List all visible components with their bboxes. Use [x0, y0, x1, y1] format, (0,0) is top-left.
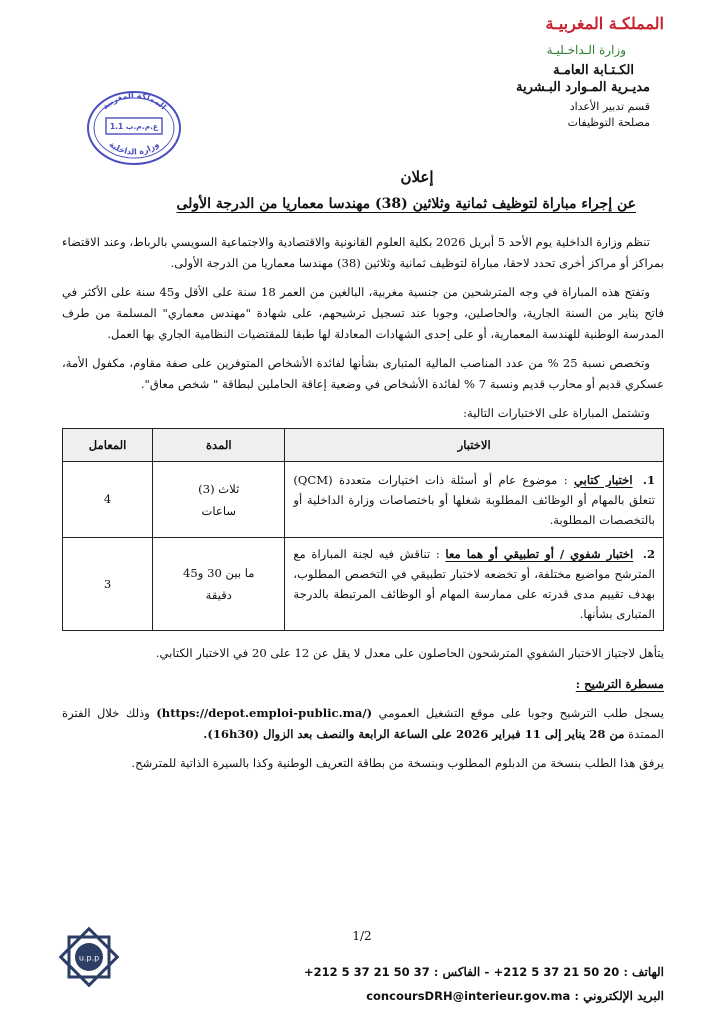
logo-text: u.p.p — [78, 953, 100, 963]
svg-text:وزارة الداخلية: وزارة الداخلية — [107, 139, 161, 157]
row-number: 2. — [642, 547, 656, 561]
official-stamp-icon — [84, 88, 184, 168]
email-label: البريد الإلكتروني : — [574, 989, 664, 1003]
announcement-heading — [60, 168, 664, 212]
intro-paragraph: تنظم وزارة الداخلية يوم الأحد 5 أبريل 2026 بكلية العلوم القانونية والاقتصادية والاجتماعية السويسي بالرباط، وعند الاقتضاء بمراكز أو مراكز أخرى تحدد لاحقا، مباراة لتوظيف ثمانية وثلاثين (38) مهندسا معماريا من الدرجة الأولى. — [62, 235, 664, 270]
section-name: قسم تدبير الأعداد — [569, 100, 650, 113]
exams-table — [62, 428, 664, 631]
duration-line: ما بين 30 و45 — [183, 566, 255, 580]
phone-number: +212 5 37 21 50 20 — [493, 965, 620, 979]
test-description: : موضوع عام أو أسئلة ذات اختيارات متعددة (QCM) تتعلق بالمهام أو الوظائف المطلوبة شغلها أو باختصاصات وزارة الداخلية أو بالتخصصات المطلوبة. — [293, 472, 655, 527]
document-body — [62, 232, 664, 782]
procedure-title: مسطرة الترشيح : — [575, 677, 664, 691]
announcement-label: إعلان — [400, 168, 434, 186]
qualification-note: يتأهل لاجتياز الاختبار الشفوي المترشحون الحاصلون على معدل لا يقل عن 12 على 20 في الاختبار الكتابي. — [155, 646, 664, 660]
test-name: اختبار شفوي / أو تطبيقي أو هما معا — [445, 547, 634, 561]
test-cell — [285, 462, 664, 538]
duration-line: ثلاث (3) — [198, 481, 240, 496]
header-duration: المدة — [153, 429, 285, 462]
fax-label: - الفاكس : — [433, 965, 490, 979]
kingdom-name: المملكـة المغربيـة — [545, 14, 664, 33]
attachments-paragraph: يرفق هذا الطلب بنسخة من الدبلوم المطلوب وبنسخة من بطاقة التعريف الوطنية وكذا بالسيرة الذاتية للمترشح. — [131, 756, 664, 770]
test-description: : تناقش فيه لجنة المباراة مع المترشح مواضيع مختلفة، أو تخضعه لاختبار تطبيقي في التخصص المطلوب، بهدف تقييم مدى قدرته على ممارسة المهام أو الوظائف المرتبطة بالدرجة المتبارى بشأنها. — [293, 547, 655, 621]
svg-text:ع.م.م.ب 1.1: ع.م.م.ب 1.1 — [109, 122, 159, 131]
procedure-text-mid: وذلك خلال الفترة الممتدة — [62, 706, 664, 741]
letterhead — [404, 14, 664, 129]
header-test: الاختبار — [285, 429, 664, 462]
application-dates: من 28 يناير إلى 11 فبراير 2026 على الساعة الرابعة والنصف بعد الزوال (16h30). — [203, 727, 625, 741]
coefficient-cell: 3 — [63, 538, 153, 631]
department-name: الكـتـابة العامـة — [553, 63, 634, 78]
footer-phone-line — [130, 960, 664, 984]
header-coefficient: المعامل — [63, 429, 153, 462]
service-name: مصلحة التوظيفات — [567, 116, 650, 129]
test-cell — [285, 538, 664, 631]
procedure-paragraph — [62, 703, 664, 745]
duration-unit: ساعات — [201, 503, 237, 518]
page-number: 1/2 — [352, 929, 372, 943]
duration-cell — [153, 538, 285, 631]
row-number: 1. — [642, 472, 656, 487]
application-url-link[interactable]: (https://depot.emploi-public.ma/) — [156, 706, 373, 720]
ministry-name: وزارة الـداخـليـة — [546, 43, 626, 57]
directorate-name: مديـرية المـوارد البـشرية — [516, 80, 650, 95]
procedure-text: يسجل طلب الترشيح وجوبا على موقع التشغيل العمومي — [378, 706, 664, 720]
footer-contact — [130, 960, 664, 1008]
test-name: اختبار كتابي — [573, 472, 633, 487]
quota-paragraph: وتخصص نسبة 25 % من عدد المناصب المالية المتبارى بشأنها لفائدة الأشخاص المتوفرين على صفة مقاوم، مكفول الأمة، عسكري قديم أو محارب قديم ونسبة 7 % لفائدة الأشخاص في وضعية إعاقة الحاملين لبطاقة " شخص معاق". — [62, 356, 664, 391]
tests-intro: وتشتمل المباراة على الاختبارات التالية: — [463, 406, 650, 420]
announcement-subject: عن إجراء مباراة لتوظيف ثمانية وثلاثين (38) مهندسا معماريا من الدرجة الأولى — [176, 196, 636, 212]
svg-text:المملكة المغربية: المملكة المغربية — [100, 90, 168, 112]
eligibility-paragraph: وتفتح هذه المباراة في وجه المترشحين من جنسية مغربية، البالغين من العمر 18 سنة على الأقل و45 سنة على الأكثر في فاتح يناير من السنة الجارية، والحاصلين، وجوبا عند تسجيل ترشيحهم، على شهادة "مهندس معماري" المسلمة من طرف المدرسة الوطنية للهندسة المعمارية، أو على إحدى الشهادات المعادلة لها طبقا للمقتضيات النظامية الجاري بها العمل. — [62, 285, 664, 341]
email-link[interactable]: concoursDRH@interieur.gov.ma — [366, 989, 571, 1003]
fax-number: +212 5 37 21 50 37 — [304, 965, 430, 979]
duration-unit: دقيقة — [205, 588, 232, 602]
duration-cell — [153, 462, 285, 538]
footer-email-line — [130, 984, 664, 1008]
table-row — [63, 462, 664, 538]
coefficient-cell: 4 — [63, 462, 153, 538]
table-header-row — [63, 429, 664, 462]
phone-label: الهاتف : — [623, 965, 664, 979]
table-row — [63, 538, 664, 631]
